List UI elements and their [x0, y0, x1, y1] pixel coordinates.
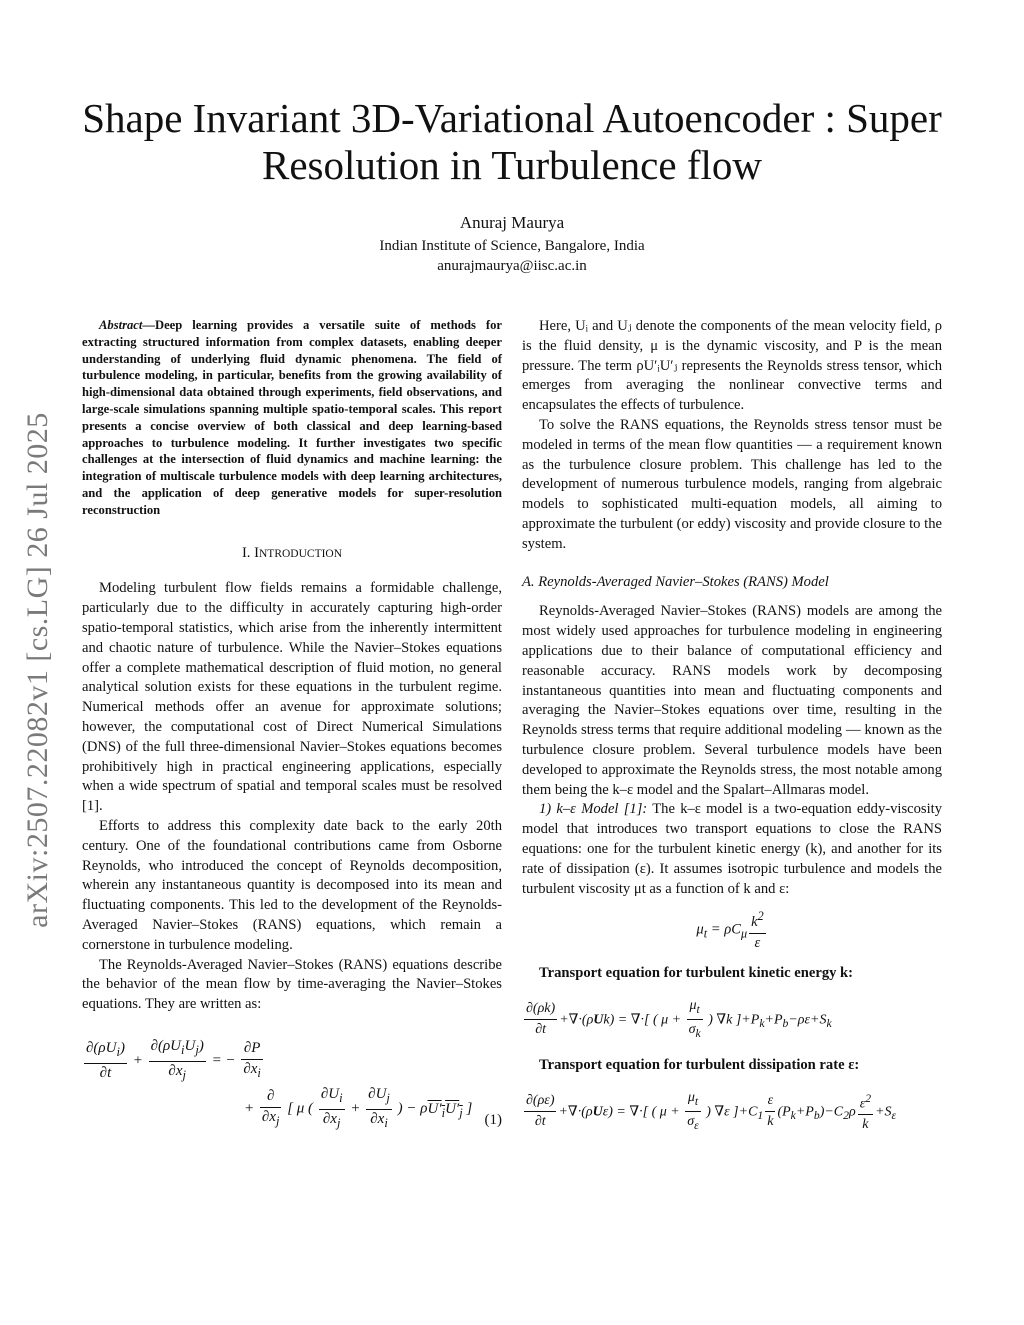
ke-text: The k–ε model is a two-equation eddy-viscosity model that introduces two transport equations to close the RANS equations: one for the turbulent kinetic energy (k), and another for its rate of dissipation (ε). It assumes isotropic turbulence and models the turbulent viscosity μt as a function of k and ε:: [522, 801, 942, 897]
rans-paragraph: Reynolds-Averaged Navier–Stokes (RANS) models are among the most widely used approaches for turbulence modeling in engineering applications due to their balance of computational efficiency and reasonable accuracy. RANS models work by decomposing instantaneous quantities into mean and fluctuating components and averaging the Navier–Stokes equations over time, resulting in the Reynolds stress terms that require additional modeling — known as the turbulence closure problem. Several turbulence models have been developed to approximate the Reynolds stress, the most notable among them being the k–ε model and the Spalart–Allmaras model.: [522, 603, 942, 798]
transport-k-label: Transport equation for turbulent kinetic energy k:: [539, 964, 854, 981]
equation-number: (1): [484, 1111, 502, 1128]
intro-paragraph-1: Modeling turbulent flow fields remains a formidable challenge, particularly due to the difficulty in accurately capturing high-order spatio-temporal statistics, which arise from the inherently intermittent and chaotic nature of turbulence. While the Navier–Stokes equations offer a complete mathematical description of fluid motion, no general analytical solution exists for these equations in the turbulent regime. Numerical methods offer an avenue for approximate solutions; however, the computational cost of Direct Numerical Simulations (DNS) of the full three-dimensional Navier–Stokes equations becomes prohibitively high in practical engineering applications, especially when a wide spectrum of spatial and temporal scales must be resolved [1].: [82, 580, 502, 815]
transport-e-equation: $\frac{\partial(\rho\varepsilon)}{\partial t}$ +∇·(ρUε) = ∇·[ ( μ + $\frac{\mu_t}{\sigma_\varepsilon}$ ) ∇ε ]$+C_1$ $\frac{\varepsilon}{k}$ $(P_k+P_b)-C_2\rho$ $\frac{\varepsilon^2}{k}$ $+S_\varepsilon$: [526, 1089, 897, 1132]
arxiv-identifier: [8, 370, 68, 970]
arxiv-identifier-text: arXiv:2507.22082v1 [cs.LG] 26 Jul 2025: [21, 412, 54, 928]
rans-equation: $\frac{\partial(\rho U_i)}{\partial t}$ + $\frac{\partial(\rho U_iU_j)}{\partial x_j}$ = − $\frac{\partial P}{\partial x_i}$ + $\frac{\partial}{\partial x_j}$ [ μ ( $\frac{\partial U_i}{\partial x_j}$ + $\frac{\partial U_j}{\partial x_i}$ ) − $\rho U'_iU'_j$ ] (1): [86, 1037, 502, 1130]
right-paragraph-1: Here, Uᵢ and Uⱼ denote the components of the mean velocity field, ρ is the fluid density, μ is the dynamic viscosity, and P is the mean pressure. The term ρU′ᵢU′ⱼ represents the Reynolds stress tensor, which emerges from averaging the nonlinear convective terms and encapsulates the effects of turbulence.: [522, 318, 942, 414]
transport-k-equation: $\frac{\partial(\rho k)}{\partial t}$ +∇·(ρUk) = ∇·[ ( μ + $\frac{\mu_t}{\sigma_k}$ ) ∇k ]$+P_k+P_b-\rho\varepsilon+S_k$: [526, 997, 832, 1040]
section-heading-introduction: I. INTRODUCTION: [241, 544, 343, 561]
abstract-lead: Abstract: [99, 318, 143, 332]
right-column: [522, 317, 942, 1148]
author-name: Anuraj Maurya: [459, 213, 565, 232]
intro-paragraph-3: The Reynolds-Averaged Navier–Stokes (RANS) equations describe the behavior of the mean flow by time-averaging the Navier–Stokes equations. They are written as:: [82, 956, 502, 1013]
abstract-text: —Deep learning provides a versatile suite of methods for extracting structured information from complex datasets, enabling deeper understanding of underlying fluid dynamic phenomena. The field of turbulence modeling, in particular, benefits from the growing availability of high-dimensional data obtained through experiments, field observations, and large-scale simulations spanning multiple spatio-temporal scales. This report presents a concise overview of both classical and deep learning-based approaches to turbulence modeling. It further investigates two specific challenges at the intersection of fluid dynamics and machine learning: the integration of multiscale turbulence models with deep learning architectures, and the application of deep generative models for super-resolution reconstruction: [82, 318, 502, 517]
transport-e-label: Transport equation for turbulent dissipation rate ε:: [539, 1056, 860, 1073]
intro-paragraph-2: Efforts to address this complexity date back to the early 20th century. One of the foundational contributions came from Osborne Reynolds, who introduced the concept of Reynolds decomposition, wherein any instantaneous quantity is decomposed into its mean and fluctuating components. This led to the development of the Reynolds-Averaged Navier–Stokes (RANS) equations, which remain a cornerstone in turbulence modeling.: [82, 817, 502, 953]
author-affiliation: Indian Institute of Science, Bangalore, India: [379, 238, 645, 254]
ke-heading: 1) k–ε Model [1]:: [539, 801, 648, 818]
left-column: [82, 317, 502, 1139]
ke-paragraph: [522, 800, 942, 899]
abstract: [82, 317, 502, 519]
paper-title: Shape Invariant 3D-Variational Autoencoder : Super Resolution in Turbulence flow: [82, 95, 942, 188]
author-email: anurajmaurya@iisc.ac.in: [437, 258, 587, 274]
subsection-heading-rans: A. Reynolds-Averaged Navier–Stokes (RANS) Model: [522, 573, 829, 590]
eddy-viscosity-equation: $\mu_t = \rho C_\mu$ $\frac{k^2}{\varepsilon}$: [696, 909, 764, 951]
right-paragraph-2: To solve the RANS equations, the Reynolds stress tensor must be modeled in terms of the mean flow quantities — a requirement known as the turbulence closure problem. This challenge has led to the development of numerous turbulence models, ranging from algebraic models to sophisticated multi-equation models, all aiming to approximate the turbulent (or eddy) viscosity and provide closure to the system.: [522, 416, 942, 552]
